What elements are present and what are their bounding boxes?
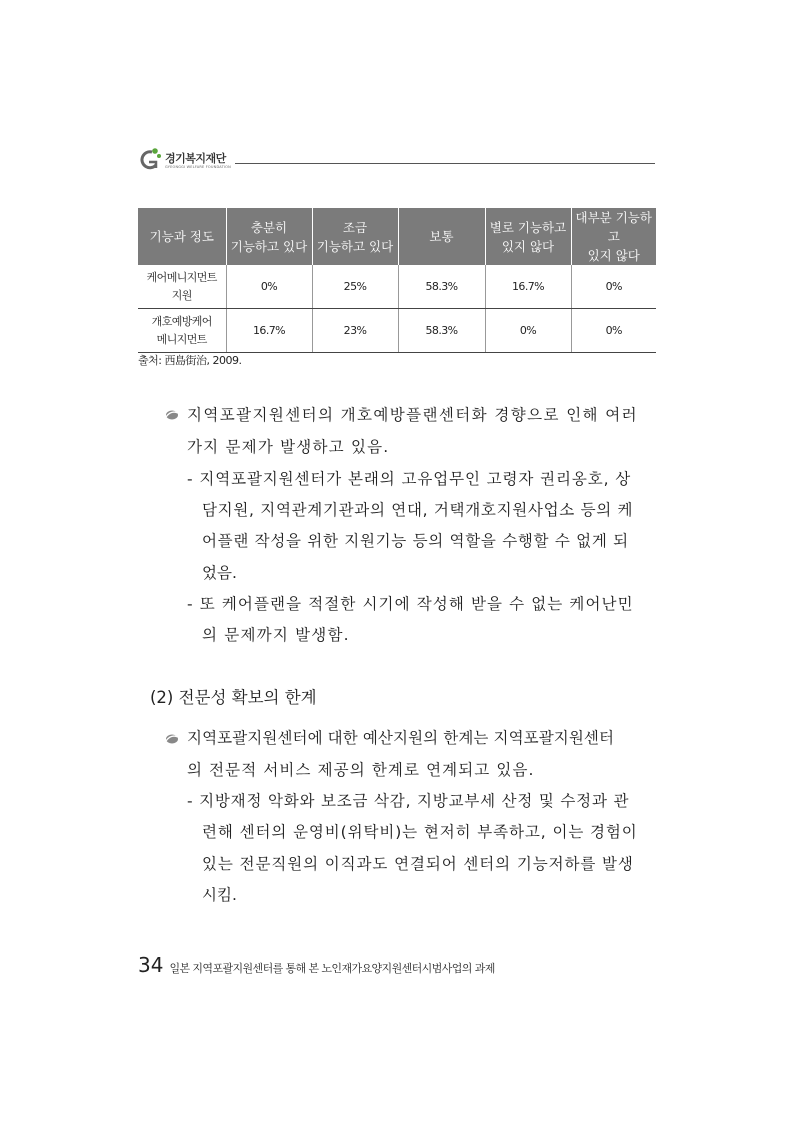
logo-subtext: GYEONGGI WELFARE FOUNDATION (165, 165, 231, 169)
logo-text: 경기복지재단 (165, 152, 226, 165)
table-header-cell: 기능과 정도 (138, 208, 226, 265)
table-cell: 25% (312, 265, 398, 309)
header-rule (235, 163, 655, 164)
table-cell: 23% (312, 309, 398, 353)
text-line: 가지 문제가 발생하고 있음. (187, 438, 390, 456)
text-line: 의 문제까지 발생함. (202, 626, 350, 644)
table-header-cell: 별로 기능하고 있지 않다 (485, 208, 571, 265)
text-line-container (202, 883, 237, 905)
table-cell: 0% (226, 265, 312, 309)
text-line-container (202, 623, 350, 645)
foundation-logo-icon (138, 147, 162, 173)
text-line: - 지역포괄지원센터가 본래의 고유업무인 고령자 권리옹호, 상 (187, 470, 632, 488)
dash-paragraph-1 (187, 467, 631, 489)
text-line: 시킴. (202, 886, 237, 904)
bullet-paragraph-1 (187, 403, 655, 425)
table-header-cell: 보통 (398, 208, 485, 265)
function-degree-table (138, 208, 656, 353)
text-line: 지역포괄지원센터에 대한 예산지원의 한계는 지역포괄지원센터 (187, 729, 615, 747)
table-header-cell: 조금 기능하고 있다 (312, 208, 398, 265)
table-cell: 58.3% (398, 265, 485, 309)
row-label: 개호예방케어 메니지먼트 (138, 309, 226, 353)
text-line: 지역포괄지원센터의 개호예방플랜센터화 경향으로 인해 여러 (187, 406, 639, 424)
page-header (138, 147, 655, 175)
table-row (138, 265, 656, 309)
text-line-container (202, 561, 237, 583)
page-number: 34 (138, 953, 164, 977)
text-line-container (202, 820, 638, 842)
table-cell: 16.7% (226, 309, 312, 353)
dash-paragraph-2 (187, 592, 634, 614)
table-cell: 16.7% (485, 265, 571, 309)
text-line: 의 전문적 서비스 제공의 한계로 연계되고 있음. (187, 761, 535, 779)
table-source: 출처: 西島街治, 2009. (138, 354, 242, 367)
text-line: 었음. (202, 564, 237, 582)
bullet-icon (163, 731, 179, 745)
dash-paragraph-3 (187, 789, 629, 811)
text-line-container (202, 852, 634, 874)
table-header-cell: 대부분 기능하고 있지 않다 (571, 208, 656, 265)
text-line: 있는 전문직원의 이직과도 연결되어 센터의 기능저하를 발생 (202, 855, 634, 873)
table-row (138, 309, 656, 353)
table-cell: 0% (571, 309, 656, 353)
section-title: (2) 전문성 확보의 한계 (150, 688, 317, 707)
text-line: 련해 센터의 운영비(위탁비)는 현저히 부족하고, 이는 경험이 (202, 823, 638, 841)
text-line-container (187, 758, 535, 780)
text-line: 어플랜 작성을 위한 지원기능 등의 역할을 수행할 수 없게 되 (202, 532, 629, 550)
text-line-container (187, 435, 389, 457)
table-header-row (138, 208, 656, 265)
text-line: - 또 케어플랜을 적절한 시기에 작성해 받을 수 없는 케어난민 (187, 595, 634, 613)
table-header-cell: 충분히 기능하고 있다 (226, 208, 312, 265)
bullet-paragraph-2 (187, 726, 614, 748)
table-cell: 58.3% (398, 309, 485, 353)
page-footer (138, 953, 495, 977)
running-footer-title: 일본 지역포괄지원센터를 통해 본 노인재가요양지원센터시범사업의 과제 (169, 962, 495, 975)
text-line-container (202, 529, 629, 551)
row-label: 케어메니지먼트 지원 (138, 265, 226, 309)
table-cell: 0% (485, 309, 571, 353)
bullet-icon (163, 407, 179, 421)
table-cell: 0% (571, 265, 656, 309)
text-line: 담지원, 지역관계기관과의 연대, 거택개호지원사업소 등의 케 (202, 501, 634, 519)
text-line: - 지방재정 악화와 보조금 삭감, 지방교부세 산정 및 수정과 관 (187, 792, 630, 810)
text-line-container (202, 498, 633, 520)
